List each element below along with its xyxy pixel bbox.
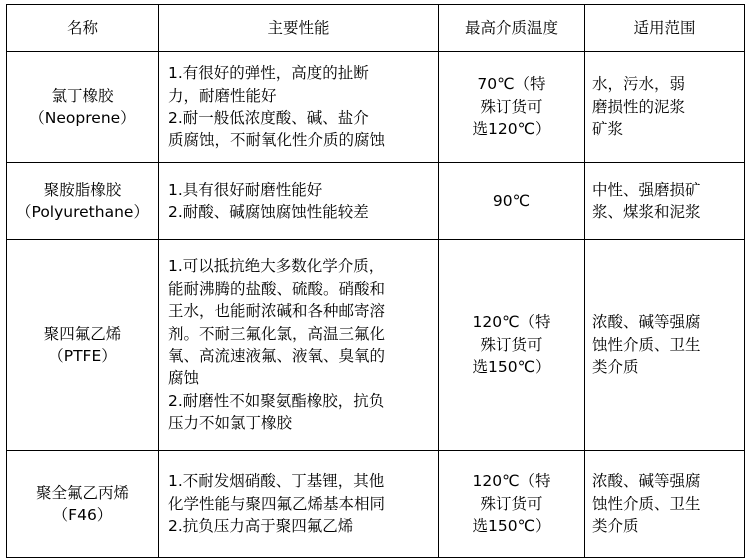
performance-line: 2.耐酸、碱腐蚀腐蚀性能较差 <box>168 203 369 221</box>
scope-line: 类介质 <box>592 517 639 536</box>
scope-line: 蚀性介质、卫生 <box>592 494 701 513</box>
lining-material-spec-table <box>6 4 745 558</box>
scope-line: 水，污水，弱 <box>592 75 686 94</box>
cell-performance <box>159 163 439 240</box>
cell-material-name <box>7 451 159 558</box>
material-name-cn: 氯丁橡胶 <box>51 86 114 105</box>
cell-application-scope <box>585 451 745 558</box>
material-name-en: （Polyurethane） <box>16 203 149 221</box>
performance-line: 1.可以抵抗绝大多数化学介质， <box>168 257 385 276</box>
scope-line: 中性、强磨损矿 <box>592 180 701 199</box>
material-name-en: （F46） <box>52 506 113 524</box>
column-header-max-temperature: 最高介质温度 <box>439 5 585 52</box>
table-row <box>7 451 745 558</box>
cell-application-scope <box>585 52 745 163</box>
performance-line: 质腐蚀，不耐氧化性介质的腐蚀 <box>168 131 386 150</box>
table-header <box>7 5 745 52</box>
performance-line: 压力不如氯丁橡胶 <box>168 414 293 433</box>
material-name-cn: 聚全氟乙丙烯 <box>35 483 129 502</box>
cell-material-name <box>7 52 159 163</box>
temperature-line: 殊订货可 <box>480 494 543 513</box>
scope-line: 浓酸、碱等强腐 <box>592 472 701 491</box>
performance-line: 2.耐磨性不如聚氨酯橡胶，抗负 <box>168 391 385 410</box>
cell-performance <box>159 451 439 558</box>
material-name-cn: 聚四氟乙烯 <box>43 324 122 343</box>
temperature-line: 120℃（特 <box>472 472 551 491</box>
material-name-en: （PTFE） <box>48 347 117 365</box>
column-header-performance: 主要性能 <box>159 5 439 52</box>
performance-line: 氧、高流速液氟、液氧、臭氧的 <box>168 347 386 365</box>
scope-line: 浓酸、碱等强腐 <box>592 313 701 332</box>
cell-material-name <box>7 163 159 240</box>
material-name-cn: 聚胺脂橡胶 <box>43 180 122 199</box>
performance-line: 2.耐一般低浓度酸、碱、盐介 <box>168 109 369 127</box>
performance-line: 王水，也能耐浓碱和各种邮寄溶 <box>168 302 386 321</box>
temperature-line: 90℃ <box>492 191 531 210</box>
table-row <box>7 163 745 240</box>
temperature-line: 选150℃） <box>472 358 551 377</box>
cell-performance <box>159 52 439 163</box>
performance-line: 2.抗负压力高于聚四氟乙烯 <box>168 517 354 536</box>
material-name-en: （Neoprene） <box>29 109 136 127</box>
cell-max-temperature <box>439 52 585 163</box>
column-header-name: 名称 <box>7 5 159 52</box>
table-body <box>7 52 745 558</box>
cell-application-scope <box>585 240 745 451</box>
cell-max-temperature <box>439 451 585 558</box>
performance-line: 腐蚀 <box>168 369 200 388</box>
performance-line: 1.不耐发烟硝酸、丁基锂，其他 <box>168 472 385 491</box>
performance-line: 力，耐磨性能好 <box>168 86 277 105</box>
temperature-line: 120℃（特 <box>472 313 551 332</box>
scope-line: 矿浆 <box>592 120 624 139</box>
performance-line: 1.具有很好耐磨性能好 <box>168 180 323 199</box>
performance-line: 化学性能与聚四氟乙烯基本相同 <box>168 494 386 513</box>
temperature-line: 殊订货可 <box>480 97 543 116</box>
table-header-row <box>7 5 745 52</box>
scope-line: 类介质 <box>592 358 639 377</box>
column-header-application-scope: 适用范围 <box>585 5 745 52</box>
temperature-line: 选150℃） <box>472 517 551 536</box>
cell-application-scope <box>585 163 745 240</box>
cell-performance <box>159 240 439 451</box>
table-row <box>7 240 745 451</box>
temperature-line: 选120℃） <box>472 120 551 139</box>
scope-line: 磨损性的泥浆 <box>592 97 686 116</box>
performance-line: 能耐沸腾的盐酸、硫酸。硝酸和 <box>168 279 386 298</box>
scope-line: 蚀性介质、卫生 <box>592 335 701 354</box>
table-row <box>7 52 745 163</box>
cell-material-name <box>7 240 159 451</box>
temperature-line: 70℃（特 <box>477 75 546 94</box>
cell-max-temperature <box>439 163 585 240</box>
scope-line: 浆、煤浆和泥浆 <box>592 203 701 221</box>
cell-max-temperature <box>439 240 585 451</box>
performance-line: 剂。不耐三氟化氯，高温三氟化 <box>168 324 386 343</box>
performance-line: 1.有很好的弹性，高度的扯断 <box>168 64 369 83</box>
temperature-line: 殊订货可 <box>480 335 543 354</box>
